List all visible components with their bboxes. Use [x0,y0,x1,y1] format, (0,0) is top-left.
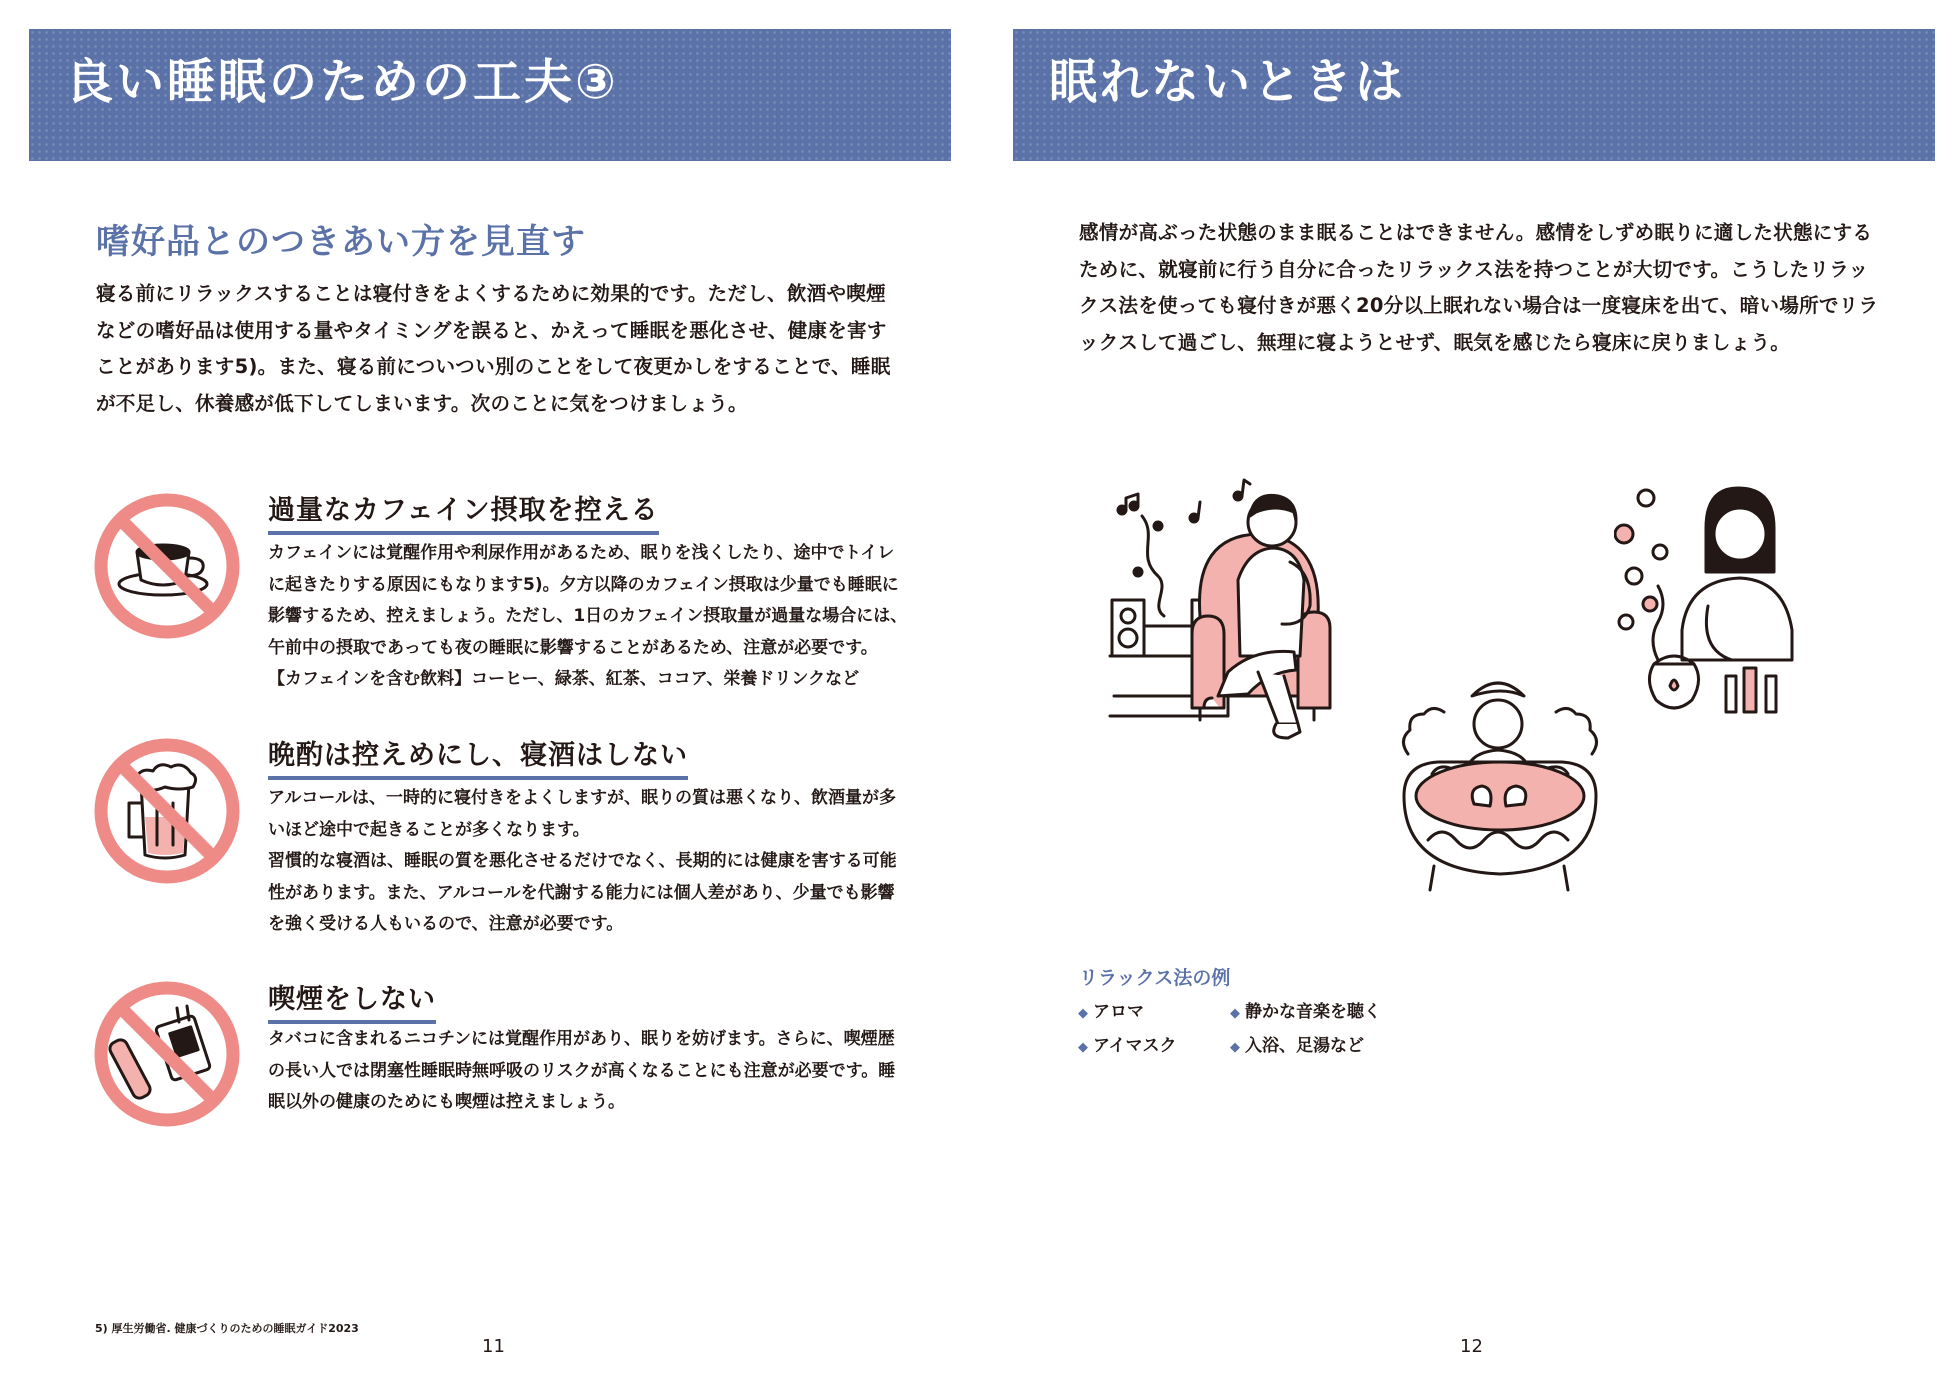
bath-illustration [1398,670,1602,930]
diamond-bullet-icon: ◆ [1230,1006,1240,1021]
relax-list-title: リラックス法の例 [1079,967,1231,989]
no-coffee-icon [93,492,241,640]
list-item: ◆ 入浴、足湯など [1230,1036,1364,1056]
diamond-bullet-icon: ◆ [1230,1040,1240,1055]
page-banner-right [1013,29,1935,161]
section-subheading: 嗜好品とのつきあい方を見直す [96,222,586,262]
banner-title: 眠れないときは [1049,54,1407,110]
man-listening-music-illustration [1108,476,1360,758]
page-number-left: 11 [482,1336,505,1357]
page-number-right: 12 [1460,1336,1483,1357]
footnote: 5) 厚生労働省. 健康づくりのための睡眠ガイド2023 [95,1322,359,1335]
no-smoking-icon [93,980,241,1128]
diamond-bullet-icon: ◆ [1078,1040,1088,1055]
list-item: ◆ 静かな音楽を聴く [1230,1002,1381,1022]
item-title-alcohol: 晩酌は控えめにし、寝酒はしない [268,733,688,775]
item-title-caffeine: 過量なカフェイン摂取を控える [268,488,659,530]
intro-paragraph: 寝る前にリラックスすることは寝付きをよくするために効果的です。ただし、飲酒や喫煙などの嗜好品は使用する量やタイミングを誤ると、かえって睡眠を悪化させ、健康を害すことがあります5)。また、寝る前についつい別のことをして夜更かしをすることで、睡眠が不足し、休養感が低下してしまいます。次のことに気をつけましょう。 [96,282,891,415]
no-beer-icon [93,737,241,885]
aroma-illustration [1614,480,1802,740]
item-note-alcohol: 習慣的な寝酒は、睡眠の質を悪化させるだけでなく、長期的には健康を害する可能性があります。また、アルコールを代謝する能力には個人差があり、少量でも影響を強く受ける人もいるので、注意が必要です。 [268,851,897,934]
item-body-smoking: タバコに含まれるニコチンには覚醒作用があり、眠りを妨げます。さらに、喫煙歴の長い人では閉塞性睡眠時無呼吸のリスクが高くなることにも注意が必要です。睡眠以外の健康のためにも喫煙は控えましょう。 [268,1029,896,1112]
right-intro-paragraph: 感情が高ぶった状態のまま眠ることはできません。感情をしずめ眠りに適した状態にするために、就寝前に行う自分に合ったリラックス法を持つことが大切です。こうしたリラックス法を使っても寝付きが悪く20分以上眠れない場合は一度寝床を出て、暗い場所でリラックスして過ごし、無理に寝ようとせず、眠気を感じたら寝床に戻りましょう。 [1079,221,1879,354]
list-item: ◆ アロマ [1078,1002,1144,1022]
page-banner-left [29,29,951,161]
item-title-smoking: 喫煙をしない [268,977,436,1019]
item-body-alcohol: アルコールは、一時的に寝付きをよくしますが、眠りの質は悪くなり、飲酒量が多いほど途中で起きることが多くなります。 [268,788,896,840]
diamond-bullet-icon: ◆ [1078,1006,1088,1021]
list-item: ◆ アイマスク [1078,1036,1177,1056]
item-note-caffeine: 【カフェインを含む飲料】コーヒー、緑茶、紅茶、ココア、栄養ドリンクなど [268,669,860,689]
relax-method-list [1078,1000,1438,1060]
banner-title: 良い睡眠のための工夫③ [65,54,619,110]
item-body-caffeine: カフェインには覚醒作用や利尿作用があるため、眠りを浅くしたり、途中でトイレに起きたりする原因にもなります5)。夕方以降のカフェイン摂取は少量でも睡眠に影響するため、控えましょう。ただし、1日のカフェイン摂取量が過量な場合には、午前中の摂取であっても夜の睡眠に影響することがあるため、注意が必要です。 [268,543,908,658]
